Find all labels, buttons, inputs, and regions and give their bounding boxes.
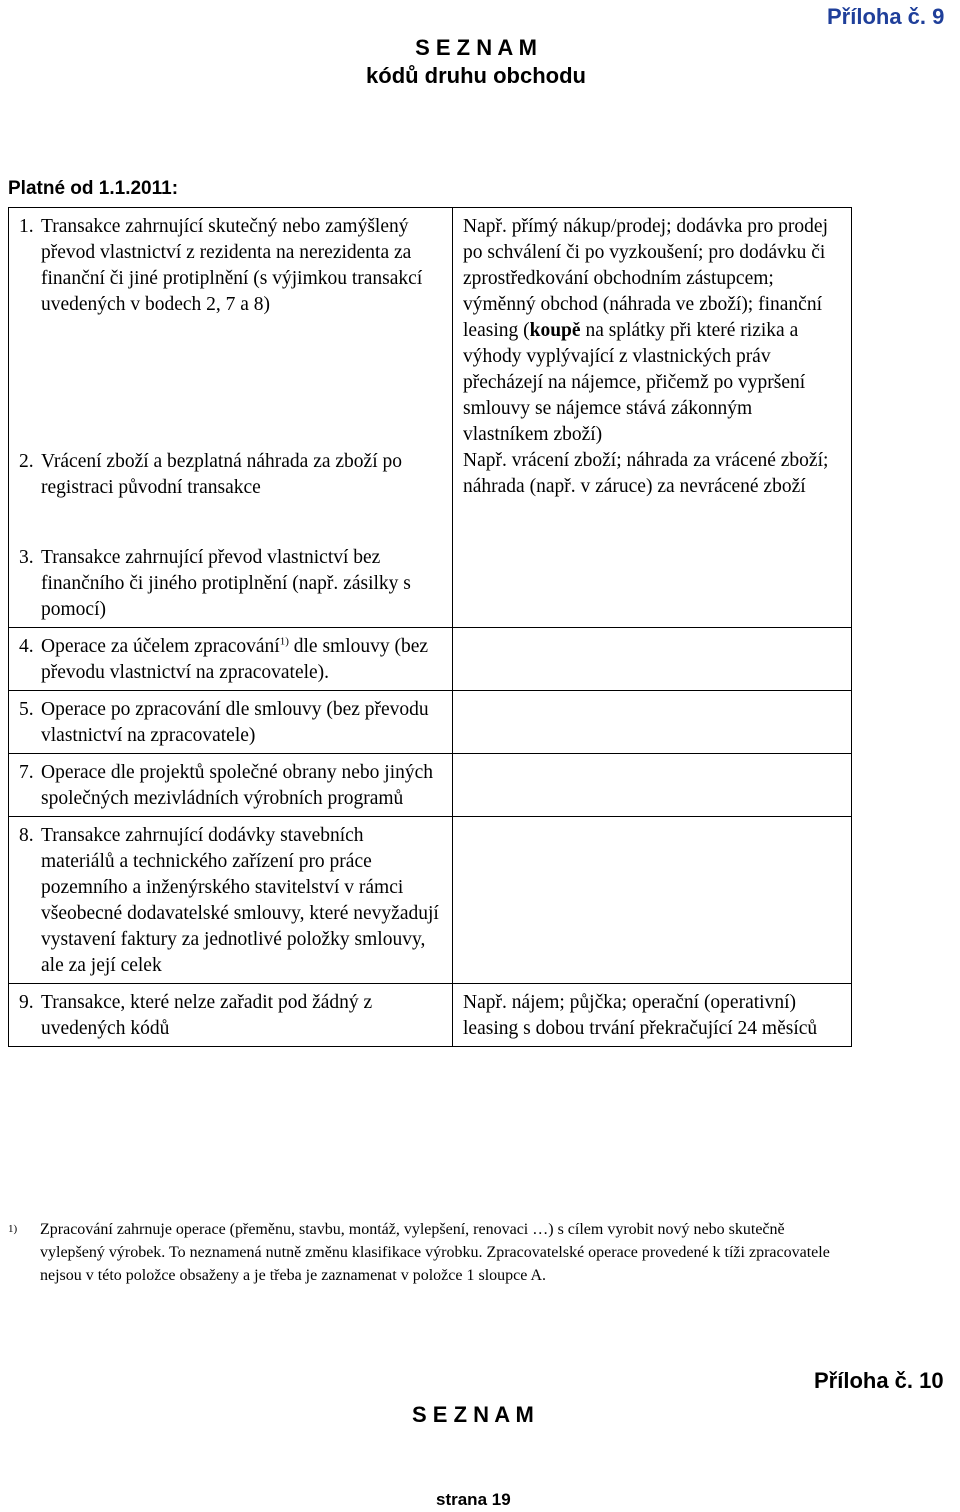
page-number: strana 19 — [436, 1490, 511, 1509]
footnote — [8, 1218, 838, 1287]
code-description: Operace dle projektů společné obrany nebo jiných společných mezivládních výrobních programů — [41, 762, 434, 809]
codes-cell — [9, 984, 453, 1047]
codes-cell — [9, 628, 453, 691]
code-number: 4. — [19, 636, 34, 657]
codes-cell — [9, 817, 453, 984]
example-1: Např. přímý nákup/prodej; dodávka pro prodej po schválení či po vyzkoušení; pro dodávku či zprostředkování obchodním zástupcem; výměnný obchod (náhrada ve zboží); finanční leasing (koupě na splátky při které rizika a výhody vyplývající z vlastnických práv přecházejí na nájemce, přičemž po vypršení smlouvy se nájemce stává zákonným vlastníkem zboží) — [463, 216, 828, 445]
code-number: 5. — [19, 699, 34, 720]
code-item-7 — [19, 760, 442, 812]
footnote-ref: 1) — [279, 635, 289, 648]
bold-term: koupě — [529, 320, 581, 341]
code-item-8 — [19, 823, 442, 979]
examples-cell — [453, 691, 852, 754]
trade-codes-table — [8, 207, 852, 1047]
valid-from: Platné od 1.1.2011: — [8, 178, 179, 199]
examples-cell — [453, 817, 852, 984]
code-number: 7. — [19, 762, 34, 783]
codes-cell — [9, 754, 453, 817]
next-title: S E Z N A M — [412, 1402, 534, 1427]
code-description: Vrácení zboží a bezplatná náhrada za zboží po registraci původní transakce — [41, 451, 402, 498]
table-row — [9, 754, 852, 817]
code-number: 9. — [19, 992, 34, 1013]
table-row — [9, 628, 852, 691]
title-seznam: S E Z N A M — [415, 35, 537, 60]
table-row — [9, 984, 852, 1047]
code-item-1 — [19, 214, 442, 318]
code-item-4 — [19, 634, 442, 686]
examples-cell — [453, 208, 852, 628]
examples-cell — [453, 754, 852, 817]
code-number: 8. — [19, 825, 34, 846]
example-9: Např. nájem; půjčka; operační (operativní) leasing s dobou trvání překračující 24 měsíců — [463, 992, 818, 1039]
table-row — [9, 208, 852, 628]
table-row — [9, 817, 852, 984]
codes-cell — [9, 208, 453, 628]
example-2: Např. vrácení zboží; náhrada za vrácené zboží; náhrada (např. v záruce) za nevrácené zboží — [463, 450, 829, 497]
code-number: 1. — [19, 216, 34, 237]
codes-cell — [9, 691, 453, 754]
code-description: Transakce zahrnující dodávky stavebních materiálů a technického zařízení pro práce pozemního a inženýrského stavitelství v rámci všeobecné dodavatelské smlouvy, které nevyžadují vystavení faktury za jednotlivé položky smlouvy, ale za její celek — [41, 825, 439, 976]
code-description: Operace po zpracování dle smlouvy (bez převodu vlastnictví na zpracovatele) — [41, 699, 429, 746]
code-description: Operace za účelem zpracování$^{1)}$ dle smlouvy (bez převodu vlastnictví na zpracovatele). — [41, 635, 429, 683]
code-description: Transakce, které nelze zařadit pod žádný z uvedených kódů — [41, 992, 373, 1039]
page-title — [0, 34, 960, 90]
code-description: Transakce zahrnující převod vlastnictví bez finančního či jiného protiplnění (např. zásilky s pomocí) — [41, 547, 411, 620]
code-item-5 — [19, 697, 442, 749]
title-subtitle: kódů druhu obchodu — [366, 63, 586, 88]
footnote-mark: 1) — [8, 1223, 18, 1235]
appendix-9-label: Příloha č. 9 — [827, 4, 945, 29]
code-item-9 — [19, 990, 442, 1042]
code-description: Transakce zahrnující skutečný nebo zamýšlený převod vlastnictví z rezidenta na nerezidenta za finanční či jiné protiplnění (s výjimkou transakcí uvedených v bodech 2, 7 a 8) — [41, 216, 423, 315]
code-item-3 — [19, 545, 442, 623]
code-number: 3. — [19, 547, 34, 568]
examples-cell — [453, 984, 852, 1047]
code-item-2 — [19, 449, 442, 501]
footnote-text: Zpracování zahrnuje operace (přeměnu, stavbu, montáž, vylepšení, renovaci …) s cílem vyrobit nový nebo skutečně vylepšený výrobek. To neznamená nutně změnu klasifikace výrobku. Zpracovatelské operace provedené k tíži zpracovatele nejsou v této položce obsaženy a je třeba je zaznamenat v položce 1 sloupce A. — [40, 1221, 830, 1284]
table-row — [9, 691, 852, 754]
appendix-10-label: Příloha č. 10 — [814, 1368, 944, 1393]
examples-cell — [453, 628, 852, 691]
code-number: 2. — [19, 451, 34, 472]
